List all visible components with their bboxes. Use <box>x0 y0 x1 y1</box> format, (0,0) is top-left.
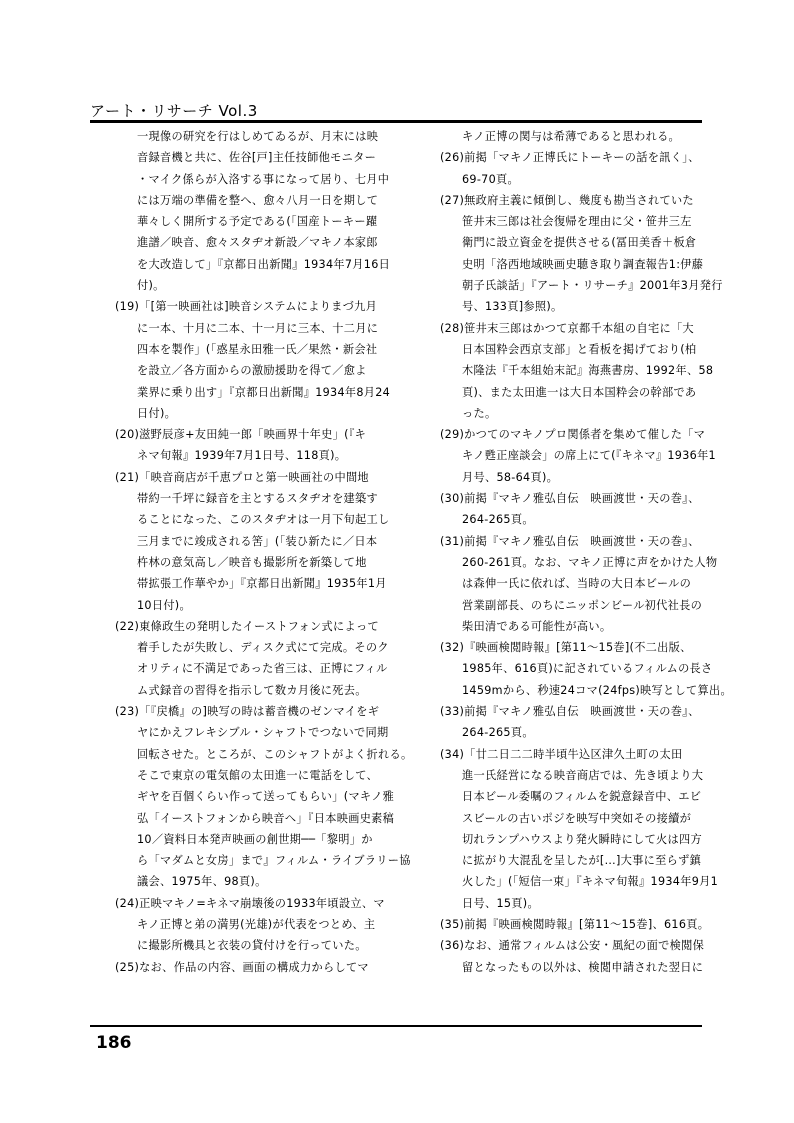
endnote-line: は森伸一氏に依れば、当時の大日本ビールの <box>462 577 692 591</box>
endnote-line: 史明「洛西地域映画史聴き取り調査報告1:伊藤 <box>462 257 704 271</box>
endnote-line: 四本を製作」(「惑星永田雅一氏／果然・新会社 <box>137 342 378 356</box>
endnote-line: (33)前掲『マキノ雅弘自伝 映画渡世・天の巻』、 <box>440 705 700 719</box>
endnote-line: 業界に乗り出す」『京都日出新聞』1934年8月24 <box>137 385 391 399</box>
endnote-line: (27)無政府主義に傾倒し、幾度も勘当されていた <box>440 193 694 207</box>
endnote-line: 付)。 <box>137 279 165 293</box>
endnote-line: ることになった、このスタヂオは一月下旬起工し <box>137 513 390 527</box>
endnote <box>440 701 712 744</box>
endnote-line: 日号、15頁)。 <box>462 896 539 910</box>
endnote-line: キノ甦正座談会」の席上にて(『キネマ』1936年1 <box>462 449 716 463</box>
endnote-line: 営業副部長、のちにニッポンビール初代社長の <box>462 598 703 612</box>
endnote-line: に拡がり大混乱を呈したが[…]大事に至らず鎮 <box>462 854 702 868</box>
right-column <box>440 126 732 978</box>
endnote-line: 華々しく開所する予定である(「国産トーキー躍 <box>137 215 378 229</box>
endnote-line: 264-265頁。 <box>462 513 534 527</box>
endnote <box>115 893 387 957</box>
endnote-line: 10日付)。 <box>137 598 191 612</box>
endnote-line: 弘「イーストフォンから映音へ」『日本映画史素稿 <box>137 811 395 825</box>
endnote <box>440 190 723 318</box>
endnote-line: 264-265頁。 <box>462 726 534 740</box>
endnote-line: キノ正博の関与は希薄であると思われる。 <box>462 130 681 143</box>
endnote-line: オリティに不満足であった省三は、正博にフィル <box>137 662 388 676</box>
endnote-line: 笹井末三郎は社会復帰を理由に父・笹井三左 <box>462 215 692 229</box>
endnote-line: (24)正映マキノ=キネマ崩壊後の1933年頃設立、マ <box>115 896 385 910</box>
endnote <box>115 424 387 467</box>
endnote-line: 69-70頁。 <box>462 172 519 186</box>
page-number: 186 <box>96 1033 132 1053</box>
endnote-line: 衛門に設立資金を提供させる(冨田美香＋板倉 <box>462 236 697 250</box>
footer-rule <box>90 1025 702 1027</box>
endnote <box>440 424 716 488</box>
endnote-line: 切れランプハウスより発火瞬時にして火は四方 <box>462 832 703 846</box>
running-header <box>90 102 702 120</box>
endnote-line: 帯拡張工作華やか」『京都日出新聞』1935年1月 <box>137 577 387 591</box>
endnote-line: 進譜／映音、愈々スタヂオ新設／マキノ本家郎 <box>137 236 378 250</box>
endnote-line: 留となったもの以外は、検閲申請された翌日に <box>462 960 704 974</box>
endnote-line: 日本国粋会西京支部」と看板を掲げており(柏 <box>462 342 697 356</box>
endnote-line: 回転させた。ところが、このシャフトがよく折れる。 <box>137 747 413 761</box>
endnote-line: 日付)。 <box>137 406 177 420</box>
endnote-line: に撮影所機具と衣装の貸付けを行っていた。 <box>137 939 367 953</box>
endnote-line: キノ正博と弟の満男(光雄)が代表をつとめ、主 <box>137 917 376 931</box>
endnote <box>440 318 712 424</box>
endnote-line: った。 <box>462 406 497 420</box>
endnote-line: 進一氏経営になる映音商店では、先き頃より大 <box>462 768 704 782</box>
endnote-line: (23)「『戻橋』の]映写の時は蓄音機のゼンマイをギ <box>115 705 380 719</box>
endnote <box>115 126 391 296</box>
endnote-line: (19)「[第一映画社は]映音システムによりまづ九月 <box>115 300 378 314</box>
endnote-line: を設立／各方面からの激励援助を得て／愈よ <box>137 364 367 378</box>
journal-title: アート・リサーチ Vol.3 <box>90 102 258 120</box>
endnote-line: 帯約一千坪に録音を主とするスタヂオを建築す <box>137 492 379 506</box>
endnote-line: 頁)、また太田進一は大日本国粋会の幹部であ <box>462 385 697 399</box>
endnote-line: ヤにかえフレキシブル・シャフトでつないで同期 <box>137 726 389 740</box>
endnote-line: 柴田清である可能性が高い。 <box>462 619 612 633</box>
endnote-line: (25)なお、作品の内容、画面の構成力からしてマ <box>115 960 369 974</box>
endnote-line: 1985年、616頁)に記されているフィルムの長さ <box>462 662 713 676</box>
endnote-line: (22)東條政生の発明したイーストフォン式によって <box>115 619 379 633</box>
endnote-line: ネマ旬報』1939年7月1日号、118頁)。 <box>137 449 347 463</box>
endnote-line: (32)『映画検閲時報』[第11～15巻](不二出版、 <box>440 641 692 655</box>
endnote <box>440 744 719 914</box>
header-rule <box>90 120 702 123</box>
endnote-line: (34)「廿二日二二時半頃牛込区津久土町の太田 <box>440 747 683 761</box>
endnote-line: (21)「映音商店が千恵プロと第一映画社の中間地 <box>115 470 369 484</box>
endnote-line: ・マイク係らが入洛する事になって居り、七月中 <box>137 172 390 186</box>
endnote-line: (31)前掲『マキノ雅弘自伝 映画渡世・天の巻』、 <box>440 534 700 548</box>
endnote-line: 号、133頁]参照)。 <box>462 300 563 314</box>
endnote-line: (36)なお、通常フィルムは公安・風紀の面で検閲保 <box>440 939 705 953</box>
endnote <box>440 637 732 701</box>
endnote-line: ギヤを百個くらい作って送ってもらい」(マキノ雅 <box>137 790 395 804</box>
endnote-line: 杵林の意気高し／映音も撮影所を新築して地 <box>137 555 367 569</box>
endnote <box>440 126 712 147</box>
endnote-line: 日本ビール委嘱のフィルムを鋭意録音中、エビ <box>462 790 702 804</box>
endnote-line: 木隆法『千本組始末記』海燕書房、1992年、58 <box>462 364 714 378</box>
endnote-line: 着手したが失敗し、ディスク式にて完成。そのク <box>137 641 389 655</box>
endnote-line: 260-261頁。なお、マキノ正博に声をかけた人物 <box>462 555 718 569</box>
endnote-line: (28)笹井末三郎はかつて京都千本組の自宅に「大 <box>440 321 694 335</box>
endnote <box>440 531 718 637</box>
endnote <box>440 147 712 190</box>
endnote-line: 音録音機と共に、佐谷[戸]主任技師他モニター <box>137 151 377 165</box>
endnote-line: (20)滋野辰彦+友田純一郎「映画界十年史」(『キ <box>115 428 367 442</box>
endnote-line: (30)前掲『マキノ雅弘自伝 映画渡世・天の巻』、 <box>440 492 700 506</box>
endnote <box>115 296 391 424</box>
endnote-line: (29)かつてのマキノプロ関係者を集めて催した「マ <box>440 428 706 442</box>
endnote <box>115 957 387 978</box>
endnote-line: 議会、1975年、98頁)。 <box>137 875 267 889</box>
endnote-line: スビールの古いポジを映写中突如その接續が <box>462 811 692 825</box>
endnote <box>440 488 712 531</box>
endnote-line: 10／資料日本発声映画の創世期──「黎明」か <box>137 832 373 846</box>
endnote <box>115 701 413 893</box>
endnote <box>115 616 387 701</box>
endnote-line: 1459mから、秒速24コマ(24fps)映写として算出。 <box>462 683 732 697</box>
endnote <box>440 914 712 935</box>
endnote-line: (26)前掲「マキノ正博氏にトーキーの話を訊く」、 <box>440 151 700 165</box>
endnote-line: そこで東京の電気館の太田進一に電話をして、 <box>137 768 379 782</box>
endnote-line: 月号、58-64頁)。 <box>462 470 559 484</box>
endnote <box>440 935 712 978</box>
endnote-line: を大改造して」『京都日出新聞』1934年7月16日 <box>137 257 391 271</box>
endnote-line: 三月までに竣成される筈」(「装ひ新たに／日本 <box>137 534 378 548</box>
endnote-line: 火した」(「短信一束」『キネマ旬報』1934年9月1 <box>462 875 719 889</box>
endnote <box>115 467 390 616</box>
endnote-line: 朝子氏談話」『アート・リサーチ』2001年3月発行 <box>462 279 723 293</box>
left-column <box>115 126 413 978</box>
endnote-line: ら「マダムと女房」まで』フィルム・ライブラリー協 <box>137 854 411 868</box>
endnote-line: 一現像の研究を行はしめてゐるが、月末には映 <box>137 130 379 143</box>
endnote-line: に一本、十月に二本、十一月に三本、十二月に <box>137 321 379 335</box>
endnote-line: ム式録音の習得を指示して数カ月後に死去。 <box>137 683 367 697</box>
endnote-line: には万端の準備を整へ、愈々八月一日を期して <box>137 193 379 207</box>
endnote-line: (35)前掲『映画検閲時報』[第11～15巻]、616頁。 <box>440 917 710 931</box>
